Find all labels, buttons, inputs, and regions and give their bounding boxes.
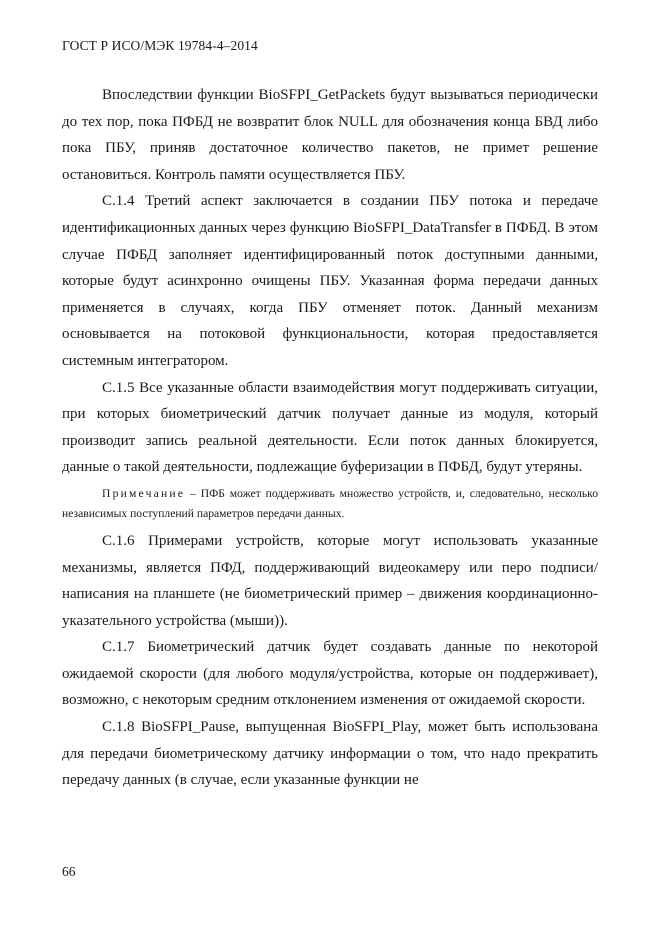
paragraph-c-1-6: С.1.6 Примерами устройств, которые могут использовать указанные механизмы, является ПФД, поддерживающий видеокамеру или перо подписи/написания на планшете (не биометрический пример – движения координационно-указательного устройства (мыши)). <box>62 532 598 629</box>
page-number: 66 <box>62 864 76 879</box>
body-text <box>62 82 598 794</box>
page-header: ГОСТ Р ИСО/МЭК 19784-4–2014 <box>62 38 258 53</box>
note-text: – ПФБ может поддерживать множество устройств, и, следовательно, несколько независимых поступлений параметров передачи данных. <box>62 486 598 520</box>
note <box>62 484 598 524</box>
paragraph-c-1-8: С.1.8 BioSFPI_Pause, выпущенная BioSFPI_Play, может быть использована для передачи биометрическому датчику информации о том, что надо прекратить передачу данных (в случае, если указанные функции не <box>62 719 598 789</box>
paragraph-c-1-5: С.1.5 Все указанные области взаимодействия могут поддерживать ситуации, при которых биометрический датчик получает данные из модуля, который производит запись реальной деятельности. Если поток данных блокируется, данные о такой деятельности, подлежащие буферизации в ПФБД, будут утеряны. <box>62 379 598 476</box>
paragraph-c-1-4: С.1.4 Третий аспект заключается в создании ПБУ потока и передаче идентификационных данных через функцию BioSFPI_DataTransfer в ПФБД. В этом случае ПФБД заполняет идентифицированный поток доступными данными, которые будут асинхронно очищены ПБУ. Указанная форма передачи данных применяется в случаях, когда ПБУ отменяет поток. Данный механизм основывается на потоковой функциональности, которая предоставляется системным интегратором. <box>62 193 598 369</box>
note-label: Примечание <box>102 486 186 500</box>
paragraph-c-1-7: С.1.7 Биометрический датчик будет создавать данные по некоторой ожидаемой скорости (для любого модуля/устройства, которые он поддерживает), возможно, с некоторым средним отклонением изменения от ожидаемой скорости. <box>62 639 598 709</box>
paragraph-continuation: Впоследствии функции BioSFPI_GetPackets будут вызываться периодически до тех пор, пока ПФБД не возвратит блок NULL для обозначения конца БВД либо пока ПБУ, приняв достаточное количество пакетов, не примет решение остановиться. Контроль памяти осуществляется ПБУ. <box>62 87 598 183</box>
